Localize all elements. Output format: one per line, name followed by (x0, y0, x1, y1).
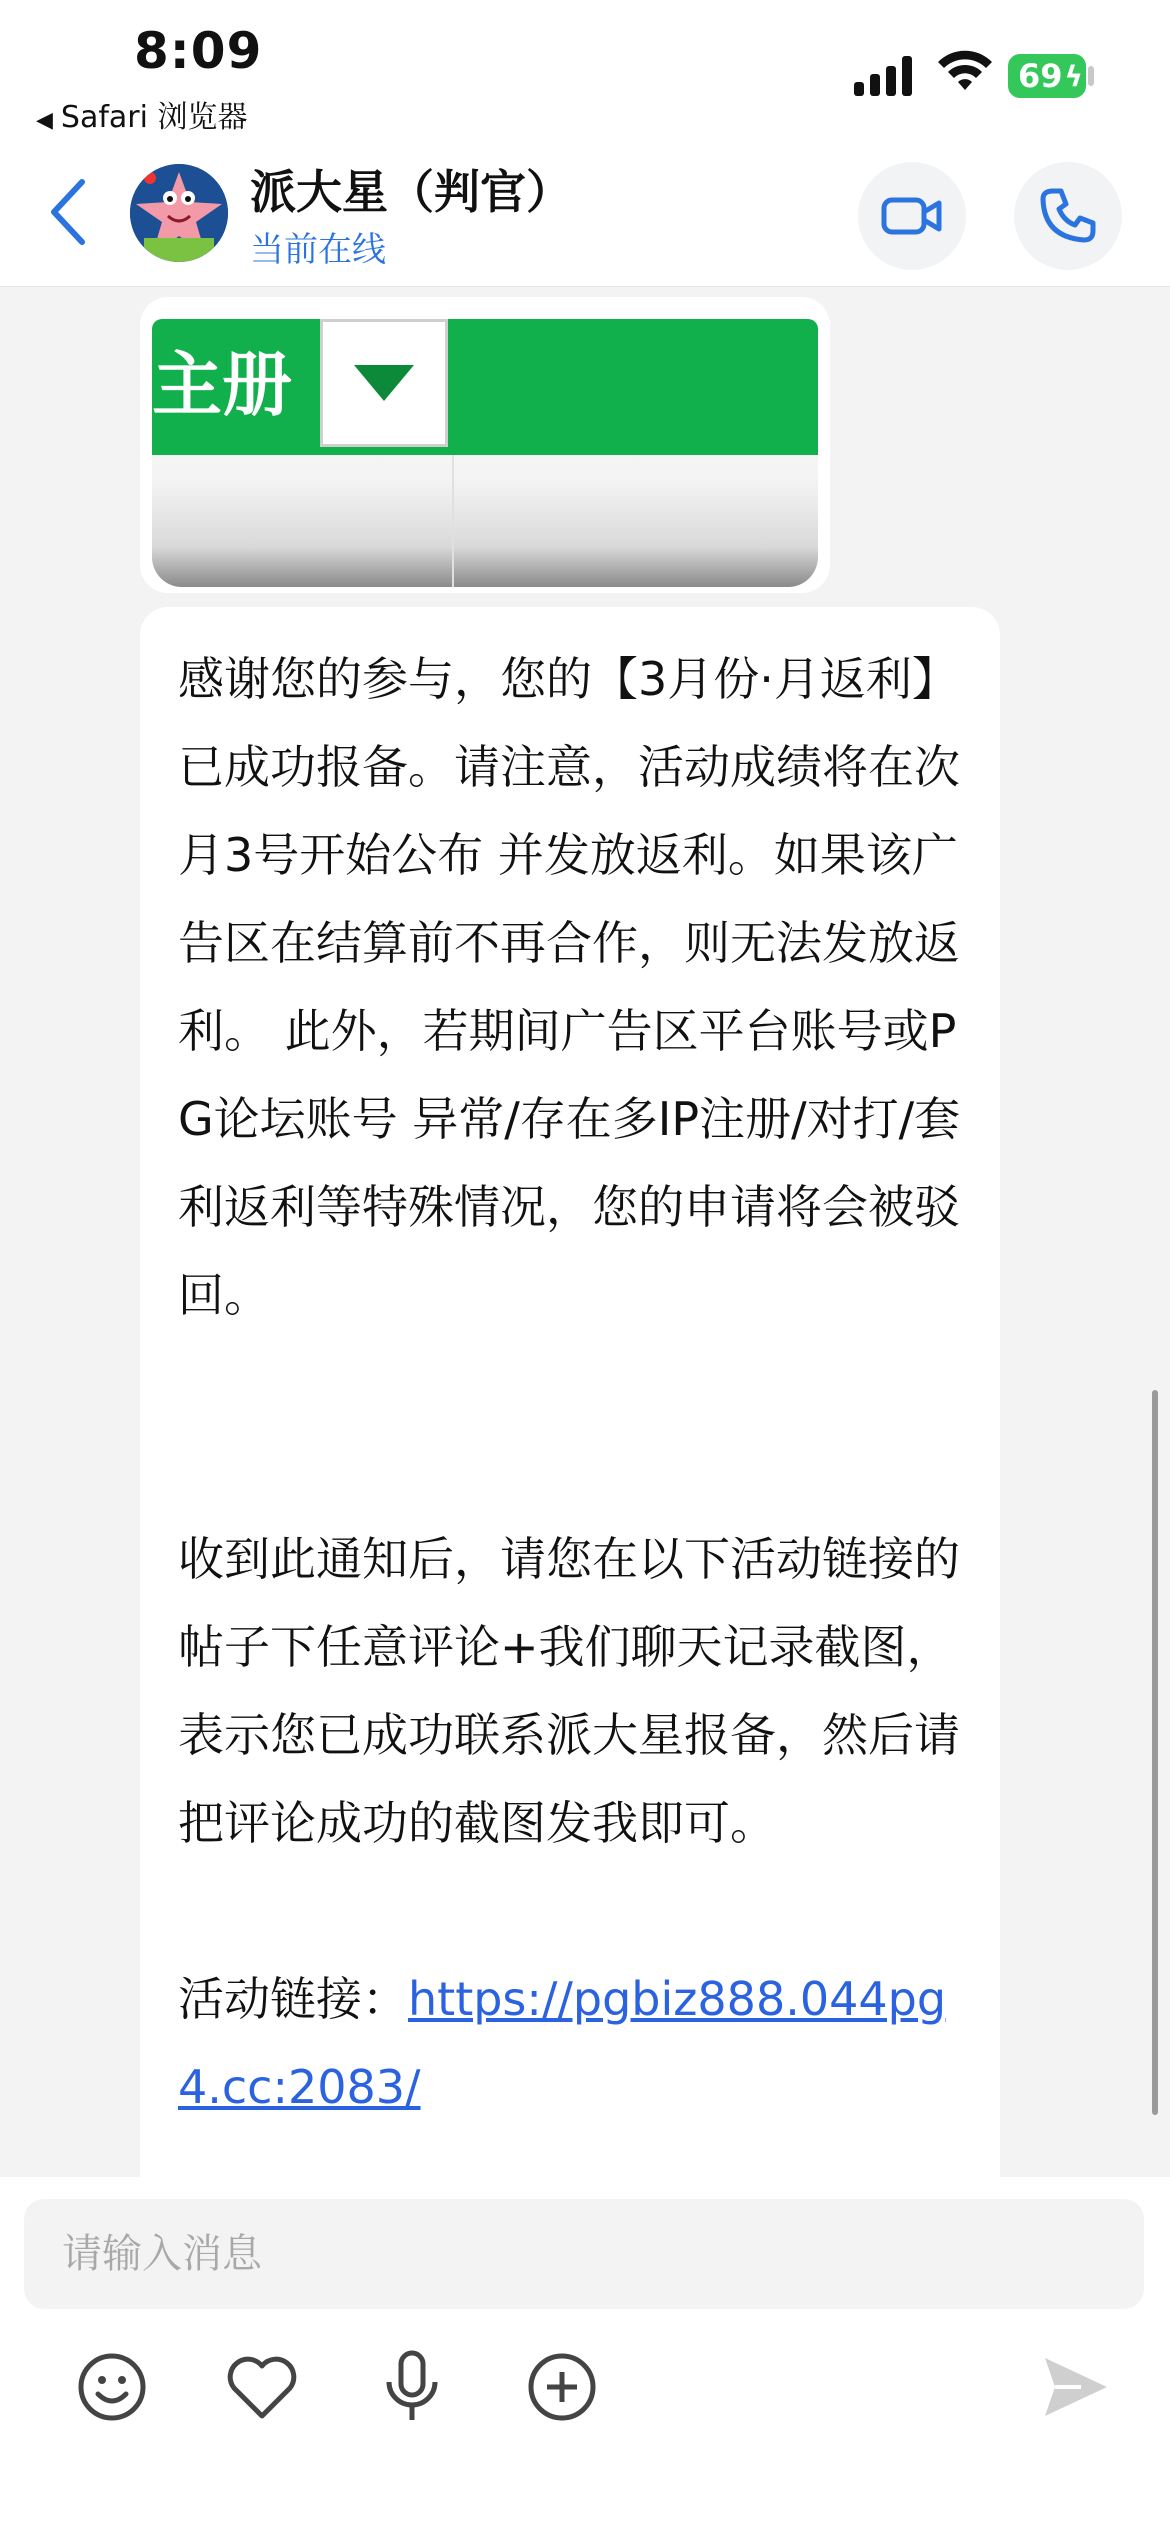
back-app-label: Safari 浏览器 (60, 100, 248, 135)
message-paragraph-1: 感谢您的参与，您的【3月份·月返利】已成功报备。请注意，活动成绩将在次月3号开始公布 并发放返利。如果该广告区在结算前不再合作，则无法发放返利。 此外，若期间广告区平台账号或PG论坛账号 异常/存在多IP注册/对打/套利返利等特殊情况，您的申请将会被驳回。 (178, 652, 961, 1322)
voice-call-button[interactable] (1014, 162, 1122, 270)
message-text (178, 635, 968, 2131)
link-label: 活动链接： (178, 1972, 408, 2026)
send-button[interactable] (1036, 2347, 1116, 2427)
image-divider (452, 455, 454, 587)
cellular-signal-icon (854, 54, 916, 98)
contact-name: 派大星（判官） (250, 165, 572, 219)
charging-bolt-icon: ϟ (1064, 59, 1084, 93)
status-bar (0, 0, 1170, 140)
phone-icon (1039, 187, 1097, 245)
microphone-icon (384, 2350, 440, 2424)
message-paragraph-2: 收到此通知后，请您在以下活动链接的帖子下任意评论+我们聊天记录截图，表示您已成功联系派大星报备，然后请把评论成功的截图发我即可。 (178, 1532, 960, 1850)
image-green-banner (152, 319, 818, 455)
battery-level: 69 (1018, 57, 1063, 95)
voice-input-button[interactable] (372, 2347, 452, 2427)
message-input[interactable] (24, 2199, 1144, 2309)
video-call-button[interactable] (858, 162, 966, 270)
screenshot-image[interactable] (152, 319, 818, 587)
activity-link[interactable]: https://pgbiz888.044pg4.cc:2083/ (178, 1972, 947, 2114)
image-caption-text: 主册 (152, 344, 292, 426)
send-icon (1041, 2354, 1111, 2420)
input-bar (0, 2177, 1170, 2532)
scrollbar[interactable] (1152, 1390, 1158, 2115)
wifi-icon (936, 48, 994, 94)
more-options-button[interactable] (522, 2347, 602, 2427)
back-triangle-icon: ◀ (36, 108, 53, 133)
patrick-star-avatar-icon (130, 164, 228, 262)
emoji-icon (77, 2352, 147, 2422)
dropdown-arrow-icon (320, 319, 448, 447)
emoji-button[interactable] (72, 2347, 152, 2427)
heart-icon (226, 2354, 298, 2420)
battery-cap (1088, 66, 1094, 86)
text-message-bubble[interactable] (140, 607, 1000, 2177)
plus-circle-icon (527, 2352, 597, 2422)
favorite-button[interactable] (222, 2347, 302, 2427)
chat-header (0, 140, 1170, 287)
avatar[interactable] (130, 164, 228, 262)
image-message-bubble[interactable] (140, 297, 830, 593)
clock: 8:09 (134, 22, 263, 80)
battery-indicator (1008, 54, 1086, 98)
video-camera-icon (881, 194, 943, 238)
chat-area[interactable] (0, 287, 1170, 2177)
back-chevron-icon[interactable] (44, 176, 92, 248)
back-to-safari-link[interactable] (36, 92, 248, 136)
online-status: 当前在线 (250, 230, 386, 270)
